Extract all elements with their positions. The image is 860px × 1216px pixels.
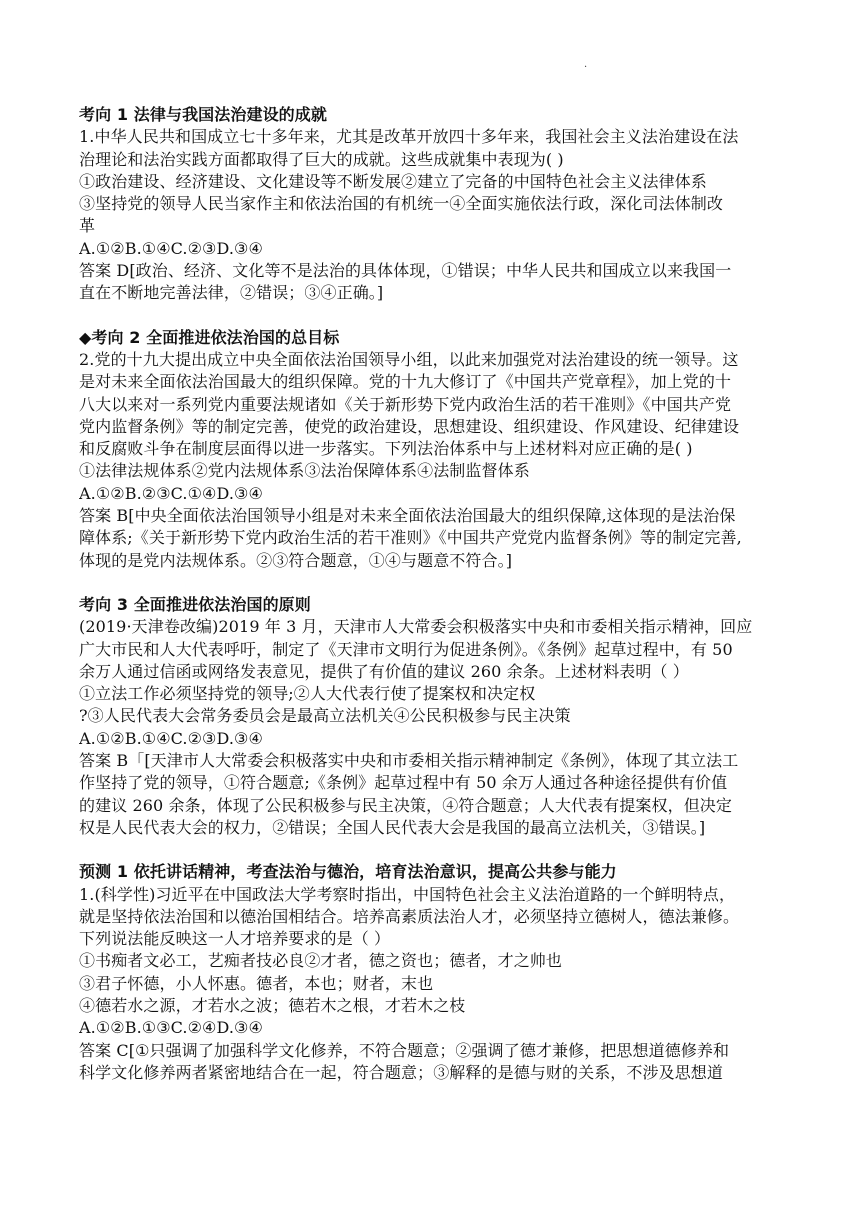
question-text-line: 余万人通过信函或网络发表意见，提供了有价值的建议 260 余条。上述材料表明（ ） <box>79 661 689 681</box>
question-text-line: 就是坚持依法治国和以德治国相结合。培养高素质法治人才，必须坚持立德树人，德法兼修。 <box>79 906 740 926</box>
question-text-line: 治理论和法治实践方面都取得了巨大的成就。这些成就集中表现为( ) <box>79 149 564 169</box>
section-3 <box>79 594 785 839</box>
question-text-line: 广大市民和人大代表呼吁，制定了《天津市文明行为促进条例》。《条例》起草过程中，有 50 <box>79 639 733 659</box>
question-text-line: 1.中华人民共和国成立七十多年来，尤其是改革开放四十多年来，我国社会主义法治建设在法 <box>79 127 739 147</box>
answer-explanation-line: 直在不断地完善法律，②错误；③④正确。] <box>79 283 384 303</box>
answer-explanation-line: 答案 D[政治、经济、文化等不是法治的具体体现，①错误；中华人民共和国成立以来我国一 <box>79 261 732 281</box>
answer-explanation-line: 作坚持了党的领导，①符合题意;《条例》起草过程中有 50 余万人通过各种途径提供有价值 <box>79 773 728 793</box>
section-2 <box>79 327 785 572</box>
option-statements-line: ?③人民代表大会常务委员会是最高立法机关④公民积极参与民主决策 <box>79 706 571 726</box>
option-statements-line: ③坚持党的领导人民当家作主和依法治国的有机统一④全面实施依法行政，深化司法体制改 <box>79 194 724 214</box>
document-content <box>79 104 785 1106</box>
page-mark: · <box>584 62 588 73</box>
question-text-line: 2.党的十九大提出成立中央全面依法治国领导小组，以此来加强党对法治建设的统一领导。这 <box>79 349 739 369</box>
option-statements-line: ③君子怀德，小人怀惠。德者，本也；财者，末也 <box>79 973 434 993</box>
option-statements-line: ④德若水之源，才若水之波；德若木之根，才若木之枝 <box>79 995 466 1015</box>
answer-choices-line: A.①②B.①④C.②③D.③④ <box>79 728 263 748</box>
answer-explanation-line: 体现的是党内法规体系。②③符合题意，①④与题意不符合。] <box>79 550 513 570</box>
section-heading: 考向 3 全面推进依法治国的原则 <box>79 594 311 614</box>
section-heading: 考向 1 法律与我国法治建设的成就 <box>79 105 327 124</box>
answer-choices-line: A.①②B.①④C.②③D.③④ <box>79 238 263 258</box>
section-heading: 预测 1 依托讲话精神，考查法治与德治，培育法治意识，提高公共参与能力 <box>79 862 617 882</box>
option-statements-line: ①法律法规体系②党内法规体系③法治保障体系④法制监督体系 <box>79 461 530 481</box>
answer-explanation-line: 答案 C[①只强调了加强科学文化修养，不符合题意；②强调了德才兼修，把思想道德修养和 <box>79 1040 730 1060</box>
answer-explanation-line: 答案 B[中央全面依法治国领导小组是对未来全面依法治国最大的组织保障,这体现的是法治保 <box>79 506 736 526</box>
option-statements-line: ①立法工作必须坚持党的领导;②人大代表行使了提案权和决定权 <box>79 684 536 704</box>
section-4 <box>79 861 785 1084</box>
answer-choices-line: A.①②B.①③C.②④D.③④ <box>79 1018 263 1038</box>
answer-choices-line: A.①②B.②③C.①④D.③④ <box>79 483 263 503</box>
question-text-line: 党内监督条例》等的制定完善，使党的政治建设，思想建设、组织建设、作风建设、纪律建设 <box>79 416 740 436</box>
question-text-line: 是对未来全面依法治国最大的组织保障。党的十九大修订了《中国共产党章程》，加上党的十 <box>79 372 732 392</box>
question-text-line: 下列说法能反映这一人才培养要求的是（ ） <box>79 929 391 949</box>
question-text-line: (2019·天津卷改编)2019 年 3 月，天津市人大常委会积极落实中央和市委相关指示精神，回应 <box>79 617 753 637</box>
answer-explanation-line: 障体系;《关于新形势下党内政治生活的若干准则》《中国共产党党内监督条例》等的制定完善, <box>79 528 742 548</box>
answer-explanation-line: 的建议 260 余条，体现了公民积极参与民主决策，④符合题意；人大代表有提案权，但决定 <box>79 795 733 815</box>
section-heading: ◆考向 2 全面推进依法治国的总目标 <box>79 327 340 347</box>
section-1 <box>79 104 785 305</box>
question-text-line: 八大以来对一系列党内重要法规诸如《关于新形势下党内政治生活的若干准则》《中国共产党 <box>79 394 732 414</box>
option-statements-line: ①书痴者文必工，艺痴者技必良②才者，德之资也；德者，才之帅也 <box>79 951 563 971</box>
answer-explanation-line: 答案 B「[天津市人大常委会积极落实中央和市委相关指示精神制定《条例》，体现了其立法工 <box>79 751 739 771</box>
answer-explanation-line: 权是人民代表大会的权力，②错误；全国人民代表大会是我国的最高立法机关，③错误。] <box>79 817 706 837</box>
question-text-line: 和反腐败斗争在制度层面得以进一步落实。下列法治体系中与上述材料对应正确的是( ) <box>79 439 693 459</box>
answer-explanation-line: 科学文化修养两者紧密地结合在一起，符合题意；③解释的是德与财的关系，不涉及思想道 <box>79 1062 724 1082</box>
question-text-line: 1.(科学性)习近平在中国政法大学考察时指出，中国特色社会主义法治道路的一个鲜明特点， <box>79 884 736 904</box>
option-statements-line: ①政治建设、经济建设、文化建设等不断发展②建立了完备的中国特色社会主义法律体系 <box>79 171 707 191</box>
option-statements-line: 革 <box>79 216 96 236</box>
